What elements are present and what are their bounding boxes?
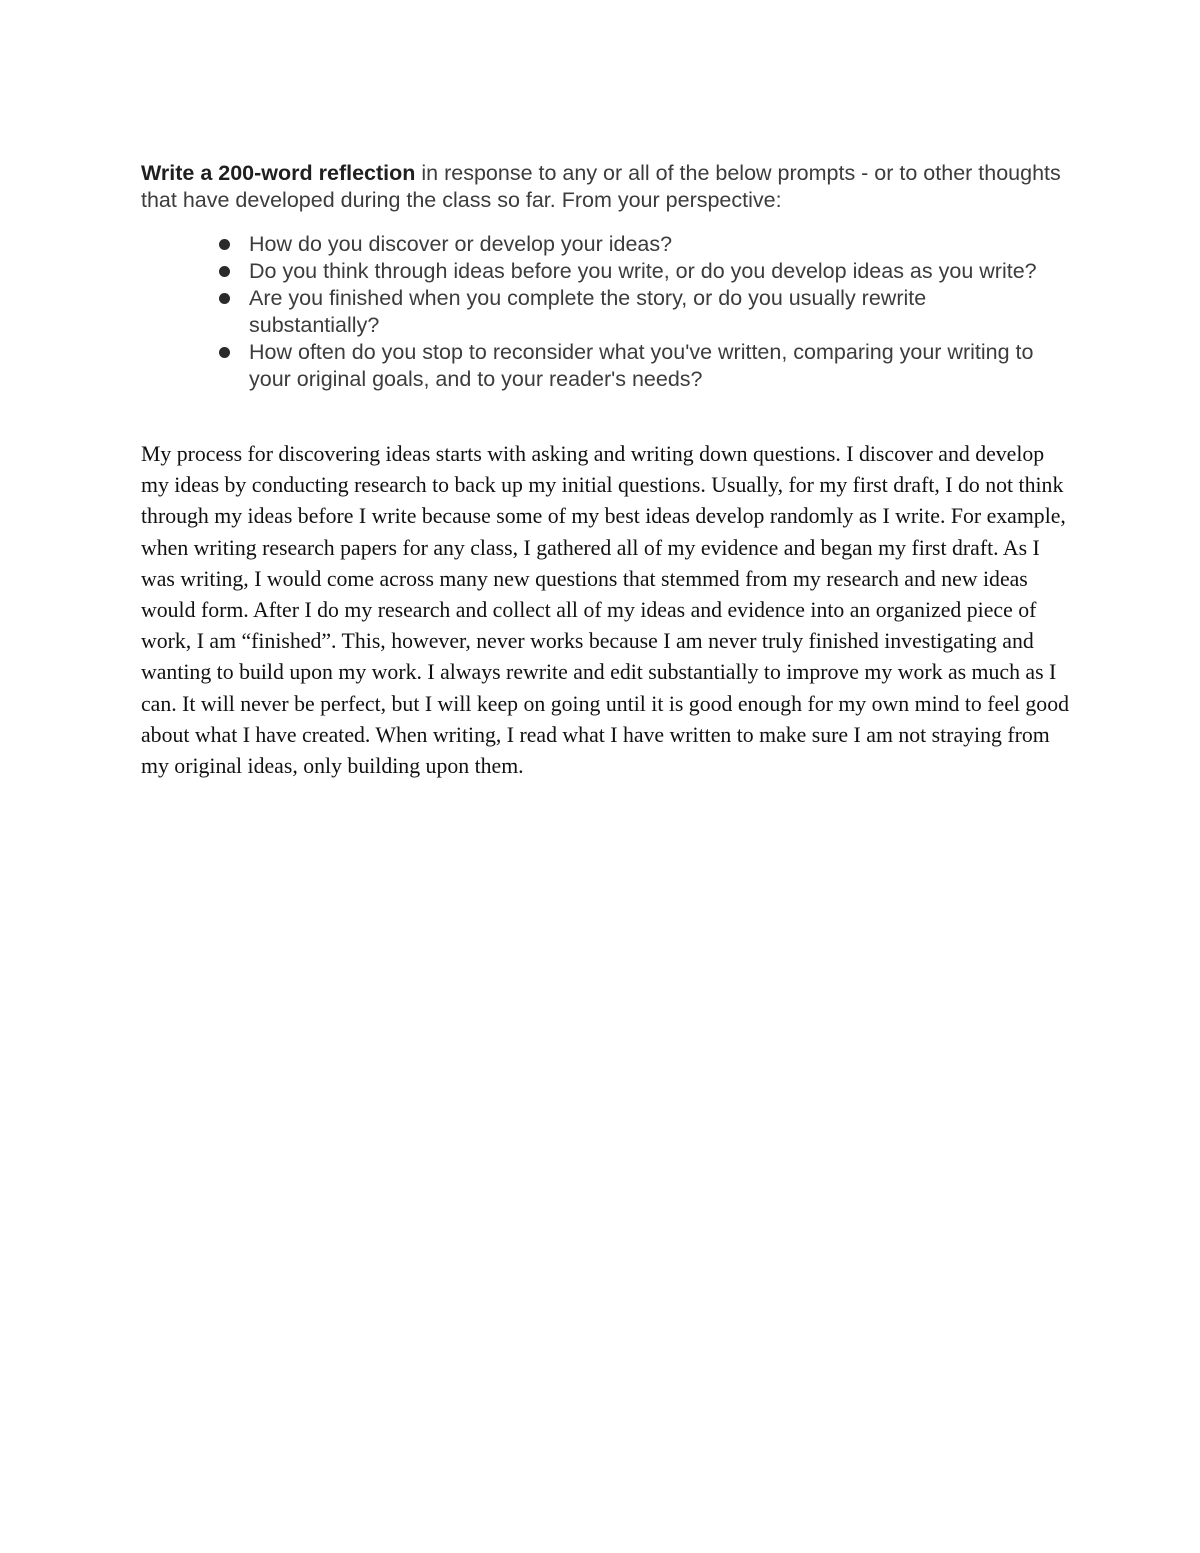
list-item	[213, 231, 1053, 258]
assignment-prompt	[141, 160, 1066, 214]
prompt-bold-lead: Write a 200-word reflection	[141, 161, 416, 185]
question-list	[213, 231, 1053, 393]
prompt-text: in response to any or all of the below prompts - or to other thoughts that have developed during the class so far. From your perspective:	[141, 161, 1061, 212]
bullet-icon	[219, 293, 230, 304]
bullet-icon	[219, 239, 230, 250]
question-text: Are you finished when you complete the story, or do you usually rewrite substantially?	[249, 286, 927, 337]
question-text: How do you discover or develop your ideas?	[249, 232, 673, 256]
question-text: Do you think through ideas before you write, or do you develop ideas as you write?	[249, 259, 1037, 283]
bullet-icon	[219, 266, 230, 277]
list-item	[213, 258, 1053, 285]
response-paragraph: My process for discovering ideas starts with asking and writing down questions. I discover and develop my ideas by conducting research to back up my initial questions. Usually, for my first draft, I do not think through my ideas before I write because some of my best ideas develop randomly as I write. For example, when writing research papers for any class, I gathered all of my evidence and began my first draft. As I was writing, I would come across many new questions that stemmed from my research and new ideas would form. After I do my research and collect all of my ideas and evidence into an organized piece of work, I am “finished”. This, however, never works because I am never truly finished investigating and wanting to build upon my work. I always rewrite and edit substantially to improve my work as much as I can. It will never be perfect, but I will keep on going until it is good enough for my own mind to feel good about what I have created. When writing, I read what I have written to make sure I am not straying from my original ideas, only building upon them.	[141, 442, 1069, 779]
bullet-icon	[219, 347, 230, 358]
question-text: How often do you stop to reconsider what you've written, comparing your writing to your original goals, and to your reader's needs?	[249, 340, 1034, 391]
list-item	[213, 285, 1053, 339]
list-item	[213, 339, 1053, 393]
